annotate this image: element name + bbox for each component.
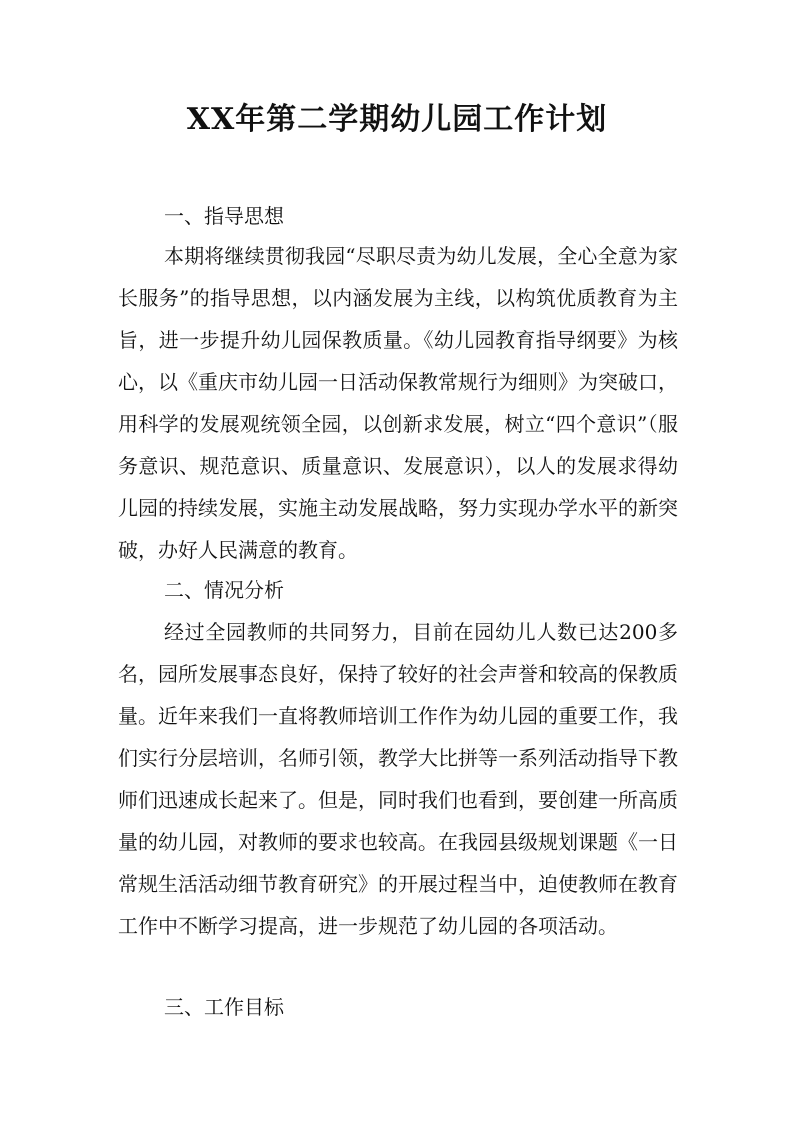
document-title: XX年第二学期幼儿园工作计划 <box>186 102 608 137</box>
section-paragraph-situation-analysis: 经过全园教师的共同努力，目前在园幼儿人数已达200多名，园所发展事态良好，保持了较好的社会声誉和较高的保教质量。近年来我们一直将教师培训工作作为幼儿园的重要工作，我们实行分层培训，名师引领，教学大比拼等一系列活动指导下教师们迅速成长起来了。但是，同时我们也看到，要创建一所高质量的幼儿园，对教师的要求也较高。在我园县级规划课题《一日常规生活活动细节教育研究》的开展过程当中，迫使教师在教育工作中不断学习提高，进一步规范了幼儿园的各项活动。 <box>118 620 678 938</box>
section-paragraph-guiding-ideology: 本期将继续贯彻我园“尽职尽责为幼儿发展，全心全意为家长服务”的指导思想，以内涵发展为主线，以构筑优质教育为主旨，进一步提升幼儿园保教质量。《幼儿园教育指导纲要》为核心，以《重庆市幼儿园一日活动保教常规行为细则》为突破口，用科学的发展观统领全园，以创新求发展，树立“四个意识”（服务意识、规范意识、质量意识、发展意识），以人的发展求得幼儿园的持续发展，实施主动发展战略，努力实现办学水平的新突破，办好人民满意的教育。 <box>118 244 678 562</box>
section-heading-guiding-ideology: 一、指导思想 <box>164 204 284 228</box>
section-heading-work-goals: 三、工作目标 <box>164 995 284 1019</box>
section-heading-situation-analysis: 二、情况分析 <box>164 578 284 602</box>
